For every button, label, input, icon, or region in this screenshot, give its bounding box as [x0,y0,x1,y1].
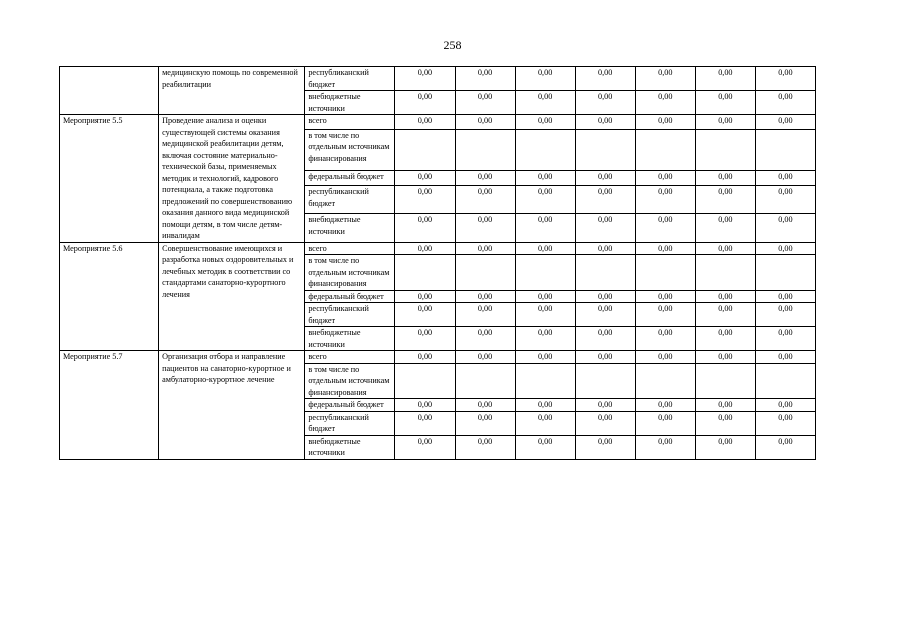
amount-cell [695,255,755,291]
amount-cell: 0,00 [635,115,695,130]
amount-cell: 0,00 [695,91,755,115]
amount-cell: 0,00 [755,399,815,412]
amount-cell: 0,00 [515,411,575,435]
amount-cell: 0,00 [695,171,755,186]
amount-cell: 0,00 [515,435,575,459]
amount-cell: 0,00 [395,67,455,91]
amount-cell: 0,00 [695,214,755,242]
funding-source-cell: внебюджетные источники [305,327,395,351]
amount-cell: 0,00 [455,242,515,255]
amount-cell: 0,00 [395,115,455,130]
table-row [60,115,816,130]
amount-cell: 0,00 [455,290,515,303]
amount-cell: 0,00 [635,435,695,459]
funding-source-cell: внебюджетные источники [305,91,395,115]
amount-cell: 0,00 [695,290,755,303]
amount-cell [515,363,575,399]
amount-cell: 0,00 [515,171,575,186]
amount-cell [755,129,815,171]
amount-cell: 0,00 [695,115,755,130]
amount-cell: 0,00 [755,171,815,186]
funding-source-cell: всего [305,351,395,364]
amount-cell: 0,00 [755,67,815,91]
measure-code-cell: Мероприятие 5.5 [60,115,159,243]
amount-cell: 0,00 [455,303,515,327]
amount-cell [755,363,815,399]
table-body [60,67,816,460]
funding-source-cell: в том числе по отдельным источникам финансирования [305,129,395,171]
amount-cell: 0,00 [455,171,515,186]
amount-cell [635,363,695,399]
amount-cell: 0,00 [515,327,575,351]
amount-cell: 0,00 [575,290,635,303]
amount-cell: 0,00 [755,411,815,435]
amount-cell: 0,00 [455,115,515,130]
amount-cell: 0,00 [635,327,695,351]
amount-cell: 0,00 [575,411,635,435]
amount-cell: 0,00 [755,91,815,115]
amount-cell: 0,00 [695,327,755,351]
funding-source-cell: республиканский бюджет [305,303,395,327]
amount-cell: 0,00 [515,214,575,242]
amount-cell: 0,00 [575,115,635,130]
measure-code-cell: Мероприятие 5.6 [60,242,159,351]
amount-cell [455,255,515,291]
amount-cell: 0,00 [515,351,575,364]
amount-cell: 0,00 [695,303,755,327]
amount-cell [515,255,575,291]
funding-table [59,66,816,460]
amount-cell [695,129,755,171]
amount-cell: 0,00 [755,186,815,214]
amount-cell: 0,00 [635,91,695,115]
funding-source-cell: республиканский бюджет [305,186,395,214]
amount-cell: 0,00 [635,242,695,255]
amount-cell: 0,00 [695,435,755,459]
amount-cell: 0,00 [455,351,515,364]
funding-source-cell: внебюджетные источники [305,435,395,459]
funding-source-cell: внебюджетные источники [305,214,395,242]
amount-cell: 0,00 [695,411,755,435]
amount-cell: 0,00 [395,186,455,214]
amount-cell: 0,00 [455,186,515,214]
amount-cell [575,255,635,291]
amount-cell: 0,00 [515,290,575,303]
amount-cell: 0,00 [575,242,635,255]
amount-cell: 0,00 [395,91,455,115]
measure-code-cell: Мероприятие 5.7 [60,351,159,460]
table-row [60,67,816,91]
amount-cell: 0,00 [695,242,755,255]
amount-cell: 0,00 [515,399,575,412]
amount-cell [455,129,515,171]
amount-cell [575,129,635,171]
amount-cell: 0,00 [695,186,755,214]
amount-cell: 0,00 [635,171,695,186]
amount-cell: 0,00 [455,435,515,459]
funding-source-cell: в том числе по отдельным источникам финансирования [305,363,395,399]
amount-cell: 0,00 [755,214,815,242]
amount-cell: 0,00 [395,351,455,364]
amount-cell: 0,00 [635,351,695,364]
amount-cell: 0,00 [455,67,515,91]
amount-cell: 0,00 [575,303,635,327]
amount-cell: 0,00 [695,351,755,364]
amount-cell: 0,00 [455,214,515,242]
amount-cell: 0,00 [515,186,575,214]
amount-cell: 0,00 [395,242,455,255]
amount-cell: 0,00 [635,67,695,91]
table-row [60,351,816,364]
measure-description-cell: Совершенствование имеющихся и разработка новых оздоровительных и лечебных методик в соответствии со стандартами санаторно-курортного лечения [159,242,305,351]
amount-cell: 0,00 [395,327,455,351]
amount-cell: 0,00 [695,399,755,412]
funding-source-cell: федеральный бюджет [305,290,395,303]
funding-source-cell: всего [305,115,395,130]
amount-cell: 0,00 [455,91,515,115]
amount-cell: 0,00 [635,411,695,435]
measure-description-cell: Проведение анализа и оценки существующей системы оказания медицинской реабилитации детям, включая состояние материально-технической базы, применяемых методик и технологий, кадрового потенциала, а также подготовка предложений по совершенствованию оказания данного вида медицинской помощи детям, в том числе детям-инвалидам [159,115,305,243]
amount-cell: 0,00 [755,435,815,459]
amount-cell: 0,00 [515,67,575,91]
amount-cell: 0,00 [755,115,815,130]
amount-cell: 0,00 [395,411,455,435]
amount-cell: 0,00 [575,351,635,364]
amount-cell: 0,00 [575,399,635,412]
amount-cell: 0,00 [575,214,635,242]
amount-cell: 0,00 [635,303,695,327]
amount-cell: 0,00 [515,303,575,327]
amount-cell [515,129,575,171]
funding-source-cell: республиканский бюджет [305,411,395,435]
funding-source-cell: в том числе по отдельным источникам финансирования [305,255,395,291]
page-number: 258 [443,38,462,52]
amount-cell [395,129,455,171]
amount-cell [395,363,455,399]
amount-cell: 0,00 [455,411,515,435]
amount-cell: 0,00 [515,91,575,115]
amount-cell: 0,00 [635,290,695,303]
amount-cell: 0,00 [575,435,635,459]
amount-cell: 0,00 [455,327,515,351]
measure-description-cell: Организация отбора и направление пациентов на санаторно-курортное и амбулаторно-курортное лечение [159,351,305,460]
amount-cell [575,363,635,399]
measure-code-cell [60,67,159,115]
amount-cell: 0,00 [395,303,455,327]
amount-cell: 0,00 [395,171,455,186]
amount-cell: 0,00 [575,91,635,115]
amount-cell: 0,00 [515,242,575,255]
amount-cell: 0,00 [755,351,815,364]
funding-source-cell: всего [305,242,395,255]
amount-cell: 0,00 [755,327,815,351]
table-row [60,242,816,255]
amount-cell: 0,00 [635,186,695,214]
amount-cell [635,255,695,291]
amount-cell: 0,00 [455,399,515,412]
measure-description-cell: медицинскую помощь по современной реабилитации [159,67,305,115]
amount-cell [395,255,455,291]
amount-cell: 0,00 [635,399,695,412]
amount-cell: 0,00 [395,399,455,412]
amount-cell: 0,00 [575,67,635,91]
amount-cell: 0,00 [755,242,815,255]
amount-cell: 0,00 [515,115,575,130]
amount-cell: 0,00 [575,186,635,214]
amount-cell: 0,00 [635,214,695,242]
amount-cell: 0,00 [395,290,455,303]
amount-cell: 0,00 [755,290,815,303]
amount-cell: 0,00 [575,327,635,351]
amount-cell [635,129,695,171]
amount-cell: 0,00 [755,303,815,327]
funding-source-cell: республиканский бюджет [305,67,395,91]
amount-cell: 0,00 [395,214,455,242]
funding-source-cell: федеральный бюджет [305,171,395,186]
amount-cell [755,255,815,291]
amount-cell [455,363,515,399]
funding-source-cell: федеральный бюджет [305,399,395,412]
amount-cell: 0,00 [575,171,635,186]
amount-cell [695,363,755,399]
amount-cell: 0,00 [695,67,755,91]
amount-cell: 0,00 [395,435,455,459]
